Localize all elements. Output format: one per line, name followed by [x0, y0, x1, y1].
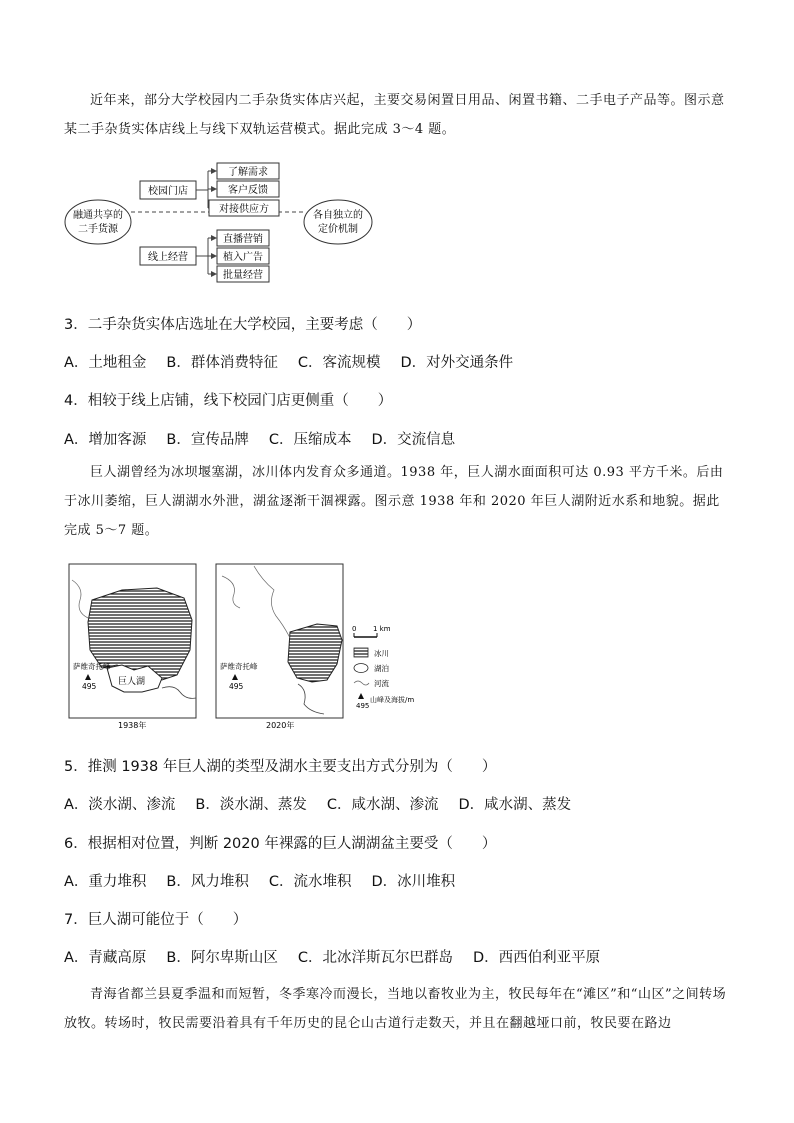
q4-option-d: D．交流信息 [371, 432, 456, 448]
passage-intro-3-4: 近年来，部分大学校园内二手杂货实体店兴起，主要交易闲置日用品、闲置书籍、二手电子产品等。图示意某二手杂货实体店线上与线下双轨运营模式。据此完成 3～4 题。 [64, 93, 725, 137]
question-4-options [64, 428, 475, 449]
scale-km: 1 km [373, 625, 391, 633]
legend-glacier: 冰川 [374, 649, 389, 658]
peak-swatch-icon [358, 693, 364, 699]
offline-item: 了解需求 [228, 167, 268, 178]
passage-qinghai: 青海省都兰县夏季温和而短暂，冬季寒冷而漫长，当地以畜牧业为主，牧民每年在“滩区”和“山区”之间转场放牧。转场时，牧民需要沿着具有千年历史的昆仑山古道行走数天，并且在翻越垭口前，牧民要在路边 [64, 987, 727, 1031]
legend-river: 河流 [374, 679, 389, 688]
online-item: 批量经营 [223, 270, 263, 281]
legend-peak: 山峰及海拔/m [370, 696, 415, 704]
passage-intro-5-7: 巨人湖曾经为冰坝堰塞湖，冰川体内发育众多通道。1938 年，巨人湖水面面积可达 0.93 平方千米。后由于冰川萎缩，巨人湖湖水外泄，湖盆逐渐干涸裸露。图示意 1938 年和 2020 年巨人湖附近水系和地貌。据此完成 5～7 题。 [64, 465, 724, 538]
q7-option-a: A．青藏高原 [64, 950, 147, 966]
map1-lake-name: 巨人湖 [118, 677, 146, 687]
q7-option-c: C．北冰洋斯瓦尔巴群岛 [297, 950, 453, 966]
online-label: 线上经营 [148, 252, 188, 263]
offline-item: 对接供应方 [219, 204, 269, 215]
pricing-oval [304, 200, 372, 244]
online-item: 直播营销 [223, 234, 263, 245]
q5-option-a: A．淡水湖、渗流 [64, 797, 176, 813]
question-5-options [64, 793, 591, 814]
question-7-options [64, 946, 620, 967]
offline-item: 客户反馈 [228, 185, 268, 196]
q6-option-c: C．流水堆积 [268, 874, 352, 890]
question-7-stem: 7．巨人湖可能位于（ ） [64, 912, 248, 928]
q7-option-d: D．西西伯利亚平原 [473, 950, 601, 966]
question-5-stem: 5．推测 1938 年巨人湖的类型及湖水主要支出方式分别为（ ） [64, 759, 497, 775]
right-oval-line1: 各自独立的 [313, 210, 363, 221]
q5-option-b: B．淡水湖、蒸发 [195, 797, 307, 813]
river-swatch [354, 681, 369, 685]
q7-option-b: B．阿尔卑斯山区 [166, 950, 278, 966]
q6-option-b: B．风力堆积 [166, 874, 249, 890]
question-4-stem: 4．相较于线上店铺，线下校园门店更侧重（ ） [64, 393, 393, 409]
question-6-options [64, 870, 475, 891]
question-3-stem: 3．二手杂货实体店选址在大学校园，主要考虑（ ） [64, 317, 422, 333]
map1-year: 1938年 [118, 721, 147, 730]
operation-mode-diagram [60, 160, 380, 284]
q6-option-d: D．冰川堆积 [371, 874, 456, 890]
map-1938 [69, 564, 196, 730]
legend-lake: 湖泊 [374, 664, 389, 673]
q3-option-d: D．对外交通条件 [400, 355, 514, 371]
question-3-options [64, 351, 533, 372]
campus-store-label: 校园门店 [148, 186, 188, 197]
lake-swatch [354, 664, 368, 673]
map2-peak-elev: 495 [229, 682, 244, 691]
q5-option-d: D．咸水湖、蒸发 [458, 797, 572, 813]
map1-peak-name: 萨维奇托峰 [73, 662, 111, 671]
map1-peak-elev: 495 [82, 682, 97, 691]
map2-peak-name: 萨维奇托峰 [220, 662, 258, 671]
q3-option-b: B．群体消费特征 [166, 355, 278, 371]
q4-option-c: C．压缩成本 [268, 432, 352, 448]
q4-option-a: A．增加客源 [64, 432, 147, 448]
glacier-swatch [354, 648, 368, 657]
question-6-stem: 6．根据相对位置，判断 2020 年裸露的巨人湖湖盆主要受（ ） [64, 836, 497, 852]
map-2020 [216, 564, 343, 730]
shared-source-oval [65, 200, 131, 244]
legend-peak-elev: 495 [356, 702, 370, 710]
q5-option-c: C．咸水湖、渗流 [326, 797, 439, 813]
left-oval-line2: 二手货源 [78, 224, 118, 235]
scale-zero: 0 [352, 625, 357, 633]
map2-year: 2020年 [266, 721, 295, 730]
q4-option-b: B．宣传品牌 [166, 432, 249, 448]
q6-option-a: A．重力堆积 [64, 874, 147, 890]
giant-lake-maps [62, 560, 432, 732]
left-oval-line1: 融通共享的 [73, 210, 123, 221]
q3-option-a: A．土地租金 [64, 355, 147, 371]
right-oval-line2: 定价机制 [318, 224, 358, 235]
map-legend [352, 625, 414, 710]
q3-option-c: C．客流规模 [297, 355, 381, 371]
online-item: 植入广告 [223, 252, 263, 263]
